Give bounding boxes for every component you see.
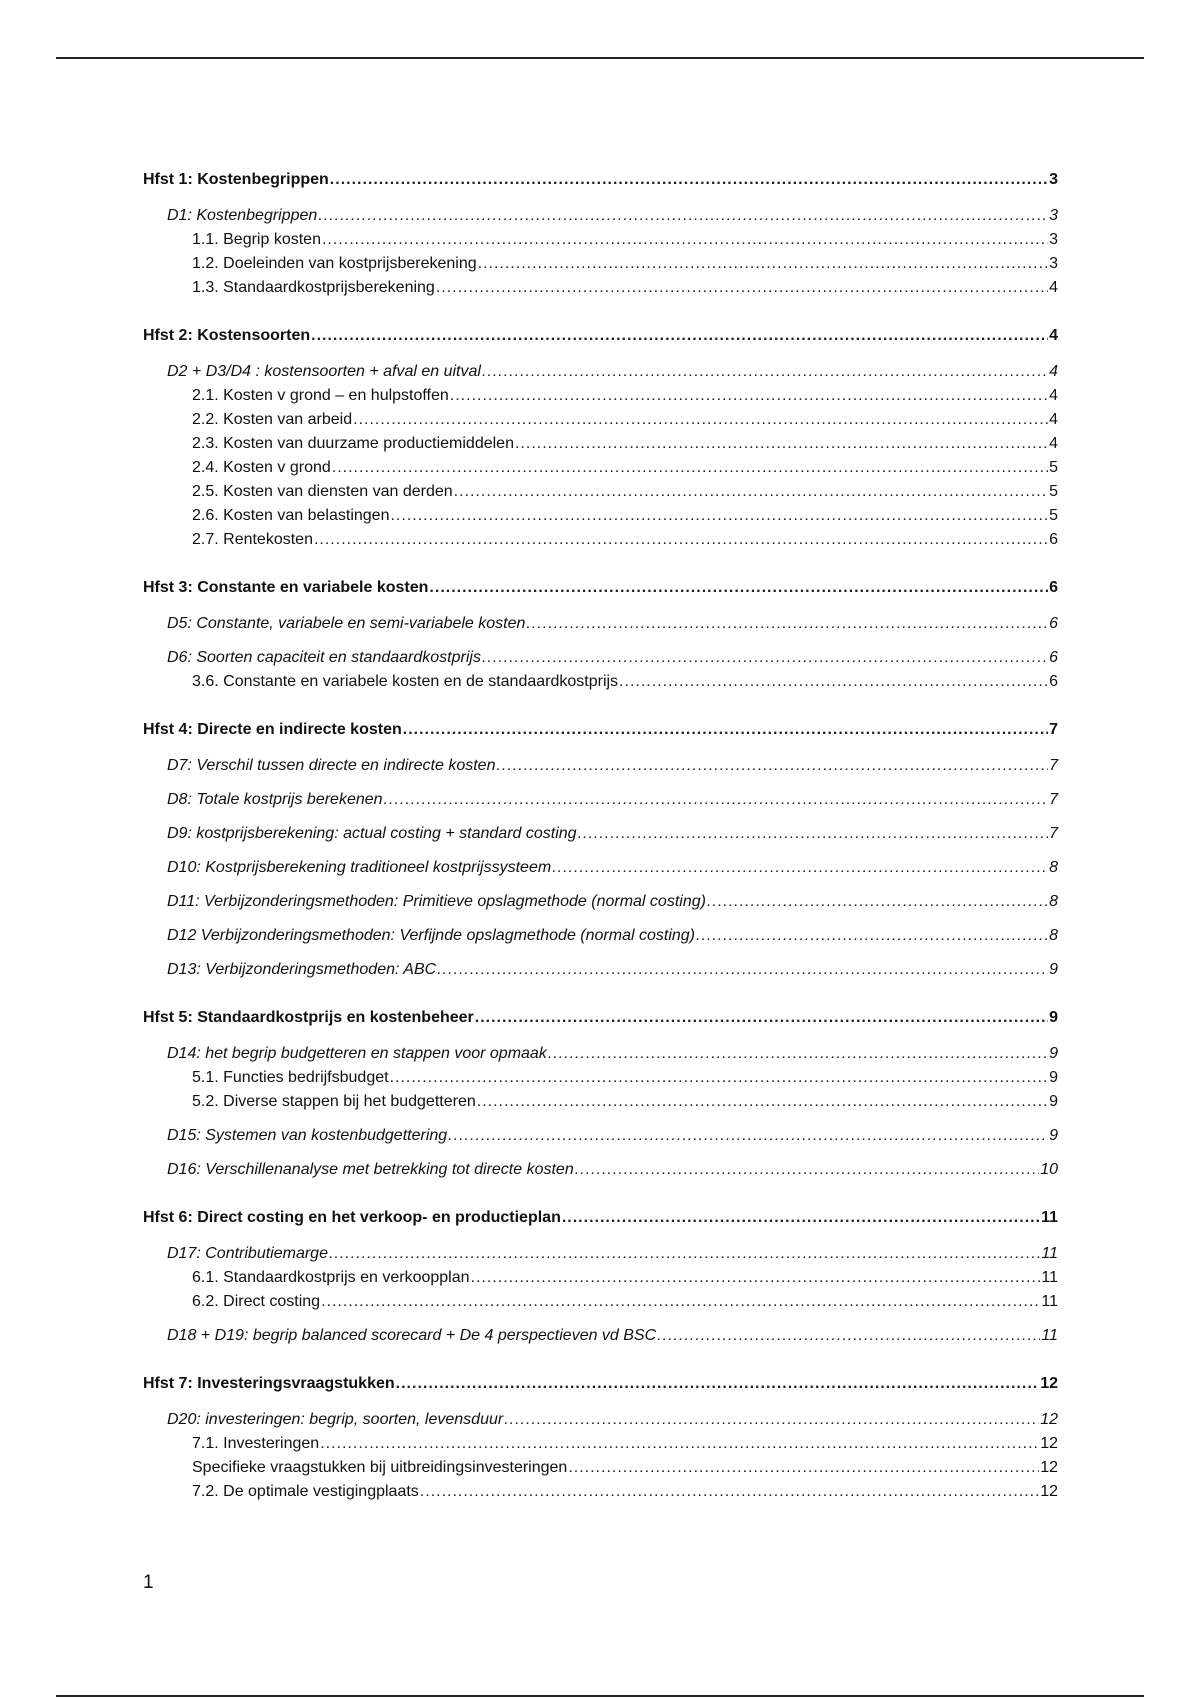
toc-entry-title: Hfst 2: Kostensoorten <box>143 327 311 344</box>
table-of-contents <box>143 168 1058 1504</box>
toc-leader-dots <box>420 1480 1039 1504</box>
toc-entry-title: Hfst 1: Kostenbegrippen <box>143 171 329 188</box>
toc-entry-title: 2.3. Kosten van duurzame productiemiddelen <box>192 435 514 452</box>
toc-entry[interactable] <box>143 204 1058 228</box>
toc-entry-title: 2.5. Kosten van diensten van derden <box>192 483 453 500</box>
toc-leader-dots <box>403 718 1048 742</box>
toc-entry-page: 9 <box>1049 961 1058 978</box>
toc-entry[interactable] <box>143 856 1058 880</box>
toc-entry-page: 11 <box>1041 1293 1058 1310</box>
toc-leader-dots <box>450 384 1048 408</box>
toc-entry-title: 5.1. Functies bedrijfsbudget <box>192 1069 389 1086</box>
toc-entry-title: 6.1. Standaardkostprijs en verkoopplan <box>192 1269 470 1286</box>
toc-entry[interactable] <box>143 1456 1058 1480</box>
toc-entry-title: D14: het begrip budgetteren en stappen voor opmaak <box>167 1045 547 1062</box>
toc-entry-page: 9 <box>1049 1127 1058 1144</box>
toc-leader-dots <box>482 646 1048 670</box>
toc-entry[interactable] <box>143 1206 1058 1230</box>
toc-entry-page: 7 <box>1049 757 1058 774</box>
toc-leader-dots <box>396 1372 1040 1396</box>
toc-entry-page: 12 <box>1040 1459 1058 1476</box>
toc-entry-page: 4 <box>1049 435 1058 452</box>
toc-entry-page: 5 <box>1049 459 1058 476</box>
toc-entry-title: 2.1. Kosten v grond – en hulpstoffen <box>192 387 449 404</box>
toc-leader-dots <box>454 480 1048 504</box>
toc-leader-dots <box>552 856 1048 880</box>
toc-entry-title: D7: Verschil tussen directe en indirecte kosten <box>167 757 496 774</box>
toc-leader-dots <box>496 754 1048 778</box>
toc-entry[interactable] <box>143 360 1058 384</box>
toc-entry-page: 7 <box>1049 721 1058 738</box>
toc-entry-title: Hfst 6: Direct costing en het verkoop- en productieplan <box>143 1209 561 1226</box>
toc-entry-page: 11 <box>1041 1269 1058 1286</box>
toc-entry[interactable] <box>143 576 1058 600</box>
toc-entry-page: 9 <box>1049 1009 1058 1026</box>
toc-entry-title: 3.6. Constante en variabele kosten en de standaardkostprijs <box>192 673 619 690</box>
toc-entry-title: 2.4. Kosten v grond <box>192 459 331 476</box>
toc-entry[interactable] <box>143 612 1058 636</box>
toc-entry-title: D12 Verbijzonderingsmethoden: Verfijnde opslagmethode (normal costing) <box>167 927 695 944</box>
toc-entry[interactable] <box>143 480 1058 504</box>
toc-leader-dots <box>707 890 1048 914</box>
toc-entry-title: D2 + D3/D4 : kostensoorten + afval en uitval <box>167 363 481 380</box>
toc-leader-dots <box>320 1432 1039 1456</box>
footer-rule <box>56 1695 1144 1697</box>
toc-entry-title: 2.2. Kosten van arbeid <box>192 411 353 428</box>
toc-entry-page: 6 <box>1049 649 1058 666</box>
toc-entry-page: 4 <box>1049 327 1058 344</box>
toc-leader-dots <box>657 1324 1040 1348</box>
toc-leader-dots <box>504 1408 1039 1432</box>
toc-leader-dots <box>478 252 1048 276</box>
toc-entry-page: 4 <box>1049 387 1058 404</box>
toc-entry[interactable] <box>143 432 1058 456</box>
toc-entry-title: D15: Systemen van kostenbudgettering <box>167 1127 448 1144</box>
toc-leader-dots <box>390 504 1048 528</box>
toc-leader-dots <box>314 528 1048 552</box>
toc-entry-page: 5 <box>1049 483 1058 500</box>
toc-entry-title: 2.6. Kosten van belastingen <box>192 507 390 524</box>
toc-entry[interactable] <box>143 924 1058 948</box>
toc-leader-dots <box>321 1290 1040 1314</box>
page-number: 1 <box>143 1572 154 1593</box>
toc-entry[interactable] <box>143 646 1058 670</box>
toc-entry-title: 2.7. Rentekosten <box>192 531 313 548</box>
toc-entry-page: 12 <box>1040 1483 1058 1500</box>
toc-entry-page: 10 <box>1040 1161 1058 1178</box>
toc-leader-dots <box>353 408 1048 432</box>
toc-entry-page: 8 <box>1049 927 1058 944</box>
toc-entry-title: 6.2. Direct costing <box>192 1293 321 1310</box>
toc-leader-dots <box>384 788 1049 812</box>
header-rule <box>56 57 1144 59</box>
toc-leader-dots <box>526 612 1048 636</box>
toc-entry-title: D10: Kostprijsberekening traditioneel kostprijssysteem <box>167 859 552 876</box>
toc-entry-title: D9: kostprijsberekening: actual costing + standard costing <box>167 825 577 842</box>
toc-entry[interactable] <box>143 1066 1058 1090</box>
toc-leader-dots <box>619 670 1048 694</box>
toc-entry-page: 9 <box>1049 1093 1058 1110</box>
toc-leader-dots <box>477 1090 1048 1114</box>
toc-entry[interactable] <box>143 670 1058 694</box>
toc-entry-page: 11 <box>1041 1327 1058 1344</box>
toc-entry-title: Hfst 3: Constante en variabele kosten <box>143 579 429 596</box>
toc-entry-title: 1.1. Begrip kosten <box>192 231 321 248</box>
toc-entry[interactable] <box>143 754 1058 778</box>
toc-leader-dots <box>548 1042 1048 1066</box>
toc-entry[interactable] <box>143 456 1058 480</box>
toc-entry-page: 3 <box>1049 255 1058 272</box>
toc-leader-dots <box>318 204 1048 228</box>
toc-leader-dots <box>562 1206 1040 1230</box>
toc-entry-page: 4 <box>1049 279 1058 296</box>
toc-entry-page: 6 <box>1049 615 1058 632</box>
toc-entry-title: 7.1. Investeringen <box>192 1435 320 1452</box>
toc-entry-title: 7.2. De optimale vestigingplaats <box>192 1483 419 1500</box>
toc-entry-page: 3 <box>1049 231 1058 248</box>
toc-entry-page: 4 <box>1049 363 1058 380</box>
toc-entry[interactable] <box>143 504 1058 528</box>
toc-leader-dots <box>429 576 1048 600</box>
toc-entry[interactable] <box>143 384 1058 408</box>
toc-leader-dots <box>437 958 1048 982</box>
toc-entry[interactable] <box>143 1242 1058 1266</box>
toc-entry-page: 11 <box>1041 1245 1058 1262</box>
toc-entry[interactable] <box>143 252 1058 276</box>
toc-entry[interactable] <box>143 1324 1058 1348</box>
toc-entry[interactable] <box>143 1480 1058 1504</box>
toc-entry[interactable] <box>143 1006 1058 1030</box>
toc-entry[interactable] <box>143 528 1058 552</box>
toc-entry-title: 5.2. Diverse stappen bij het budgetteren <box>192 1093 476 1110</box>
toc-leader-dots <box>696 924 1048 948</box>
toc-entry[interactable] <box>143 718 1058 742</box>
toc-entry[interactable] <box>143 1432 1058 1456</box>
toc-leader-dots <box>475 1006 1048 1030</box>
toc-entry-title: D17: Contributiemarge <box>167 1245 328 1262</box>
toc-entry-page: 6 <box>1049 579 1058 596</box>
toc-entry-title: D13: Verbijzonderingsmethoden: ABC <box>167 961 437 978</box>
toc-leader-dots <box>471 1266 1041 1290</box>
toc-entry-page: 12 <box>1040 1375 1058 1392</box>
toc-entry[interactable] <box>143 1090 1058 1114</box>
toc-leader-dots <box>322 228 1048 252</box>
toc-leader-dots <box>568 1456 1039 1480</box>
toc-leader-dots <box>329 1242 1040 1266</box>
toc-entry-title: D11: Verbijzonderingsmethoden: Primitieve opslagmethode (normal costing) <box>167 893 706 910</box>
toc-entry[interactable] <box>143 1158 1058 1182</box>
toc-entry-page: 7 <box>1049 825 1058 842</box>
toc-entry[interactable] <box>143 1290 1058 1314</box>
toc-leader-dots <box>515 432 1048 456</box>
toc-leader-dots <box>311 324 1048 348</box>
toc-entry-page: 11 <box>1041 1209 1058 1226</box>
toc-leader-dots <box>482 360 1048 384</box>
toc-entry[interactable] <box>143 890 1058 914</box>
toc-entry-title: Specifieke vraagstukken bij uitbreidingsinvesteringen <box>192 1459 568 1476</box>
toc-entry-page: 6 <box>1049 673 1058 690</box>
toc-entry[interactable] <box>143 1266 1058 1290</box>
toc-entry-title: D16: Verschillenanalyse met betrekking tot directe kosten <box>167 1161 574 1178</box>
toc-entry-title: D6: Soorten capaciteit en standaardkostprijs <box>167 649 481 666</box>
toc-leader-dots <box>390 1066 1049 1090</box>
toc-entry-title: 1.2. Doeleinden van kostprijsberekening <box>192 255 477 272</box>
toc-entry-page: 7 <box>1049 791 1058 808</box>
toc-leader-dots <box>578 822 1049 846</box>
toc-entry[interactable] <box>143 276 1058 300</box>
toc-entry[interactable] <box>143 788 1058 812</box>
toc-entry-title: Hfst 7: Investeringsvraagstukken <box>143 1375 395 1392</box>
toc-entry-page: 9 <box>1049 1069 1058 1086</box>
toc-entry-page: 8 <box>1049 893 1058 910</box>
toc-leader-dots <box>332 456 1048 480</box>
toc-entry-page: 6 <box>1049 531 1058 548</box>
toc-entry-page: 3 <box>1049 207 1058 224</box>
toc-leader-dots <box>575 1158 1039 1182</box>
toc-entry-page: 8 <box>1049 859 1058 876</box>
toc-entry[interactable] <box>143 1372 1058 1396</box>
toc-leader-dots <box>330 168 1048 192</box>
toc-entry-title: D1: Kostenbegrippen <box>167 207 318 224</box>
toc-entry[interactable] <box>143 822 1058 846</box>
toc-entry-title: Hfst 5: Standaardkostprijs en kostenbeheer <box>143 1009 474 1026</box>
toc-entry-page: 12 <box>1040 1411 1058 1428</box>
toc-entry[interactable] <box>143 1408 1058 1432</box>
toc-entry-page: 3 <box>1049 171 1058 188</box>
toc-entry[interactable] <box>143 324 1058 348</box>
toc-entry-title: D18 + D19: begrip balanced scorecard + De 4 perspectieven vd BSC <box>167 1327 657 1344</box>
toc-entry-title: D20: investeringen: begrip, soorten, levensduur <box>167 1411 504 1428</box>
toc-entry-title: 1.3. Standaardkostprijsberekening <box>192 279 435 296</box>
toc-entry-title: D5: Constante, variabele en semi-variabele kosten <box>167 615 526 632</box>
toc-entry[interactable] <box>143 228 1058 252</box>
toc-entry[interactable] <box>143 1124 1058 1148</box>
toc-entry[interactable] <box>143 168 1058 192</box>
toc-entry-page: 12 <box>1040 1435 1058 1452</box>
toc-leader-dots <box>436 276 1048 300</box>
toc-entry-page: 5 <box>1049 507 1058 524</box>
toc-leader-dots <box>448 1124 1048 1148</box>
toc-entry-page: 4 <box>1049 411 1058 428</box>
toc-entry[interactable] <box>143 408 1058 432</box>
toc-entry-page: 9 <box>1049 1045 1058 1062</box>
toc-entry-title: D8: Totale kostprijs berekenen <box>167 791 383 808</box>
toc-entry[interactable] <box>143 958 1058 982</box>
toc-entry[interactable] <box>143 1042 1058 1066</box>
toc-entry-title: Hfst 4: Directe en indirecte kosten <box>143 721 402 738</box>
